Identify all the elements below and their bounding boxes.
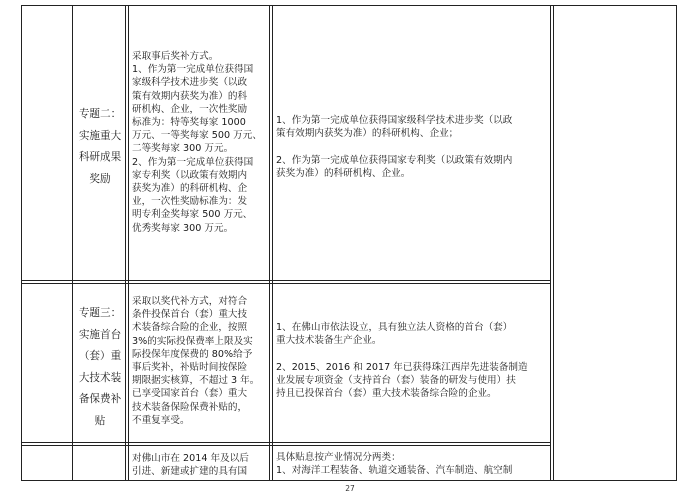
page-number: 27 — [345, 484, 355, 493]
method-3-cell: 采取以奖代补方式，对符合 条件投保首台（套）重大技 术装备综合险的企业，按照 3%的实际投保费率上限及实 际投保年度保费的 80%给予 事后奖补，补贴时间按保险 期限据实核算，不超过 3 年。 已享受国家首台（套）重大 技术装备保险保费补贴的， 不重复享受。 — [132, 296, 260, 426]
topic-3-cell: 专题三： 实施首台 （套）重 大技术装 备保费补 贴 — [78, 307, 122, 427]
method-next-cell: 对佛山市在 2014 年及以后 引进、新建或扩建的具有国 — [132, 453, 249, 478]
col-divider-4 — [550, 5, 554, 481]
conditions-3-cell: 1、在佛山市依法设立，具有独立法人资格的首台（套） 重大技术装备生产企业。 2、2015、2016 和 2017 年已获得珠江西岸先进装备制造 业发展专项资金（支持首台（套）装备的研发与使用）扶 持且已投保首台（套）重大技术装备综合险的企业。 — [276, 322, 528, 400]
table-bottom-border — [21, 480, 676, 481]
row-divider-1 — [21, 280, 551, 281]
col-divider-1 — [72, 5, 73, 481]
topic-2-cell: 专题二： 实施重大 科研成果 奖励 — [78, 108, 122, 185]
table-left-border — [21, 5, 22, 481]
col-divider-3 — [269, 5, 273, 481]
conditions-2-cell: 1、作为第一完成单位获得国家级科学技术进步奖（以政 策有效期内获奖为准）的科研机构、企业； 2、作为第一完成单位获得国家专利奖（以政策有效期内 获奖为准）的科研机构、企业。 — [276, 115, 513, 179]
table-right-border — [676, 5, 677, 481]
method-2-cell: 采取事后奖补方式。 1、作为第一完成单位获得国 家级科学技术进步奖（以政 策有效期内获奖为准）的科 研机构、企业，一次性奖励 标准为：特等奖每家 1000 万元、一等奖每家 500 万元、 二等奖每家 300 万元。 2、作为第一完成单位获得国 家专利奖（以政策有效期内 获奖为准）的科研机构、企 业，一次性奖励标准为：发 明专利金奖每家 500 万元、 优秀奖每家 300 万元。 — [132, 51, 262, 234]
row-divider-2 — [21, 442, 551, 443]
conditions-next-cell: 具体贴息按产业情况分两类： 1、对海洋工程装备、轨道交通装备、汽车制造、航空制 — [276, 452, 513, 477]
row-divider-1b — [21, 283, 551, 284]
table-top-border — [21, 5, 676, 6]
row-divider-2b — [21, 445, 551, 446]
